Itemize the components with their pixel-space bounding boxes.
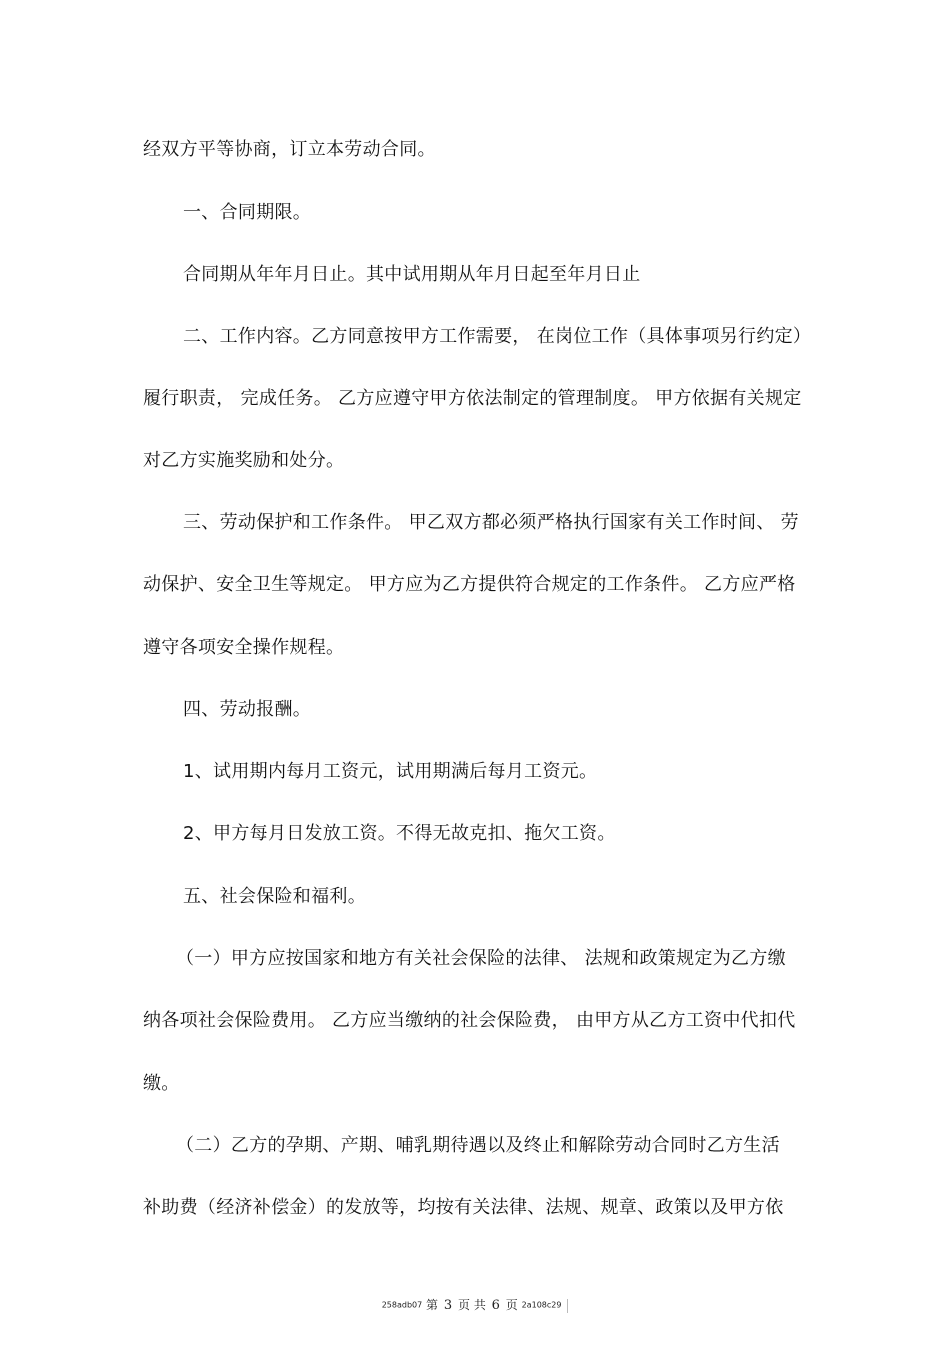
body-line: 1、试用期内每月工资元，试用期满后每月工资元。 — [183, 761, 598, 782]
body-line: 履行职责， 完成任务。 乙方应遵守甲方依法制定的管理制度。 甲方依据有关规定 — [143, 388, 802, 409]
section-heading: 一、合同期限。 — [183, 202, 312, 223]
body-line: 动保护、安全卫生等规定。 甲方应为乙方提供符合规定的工作条件。 乙方应严格 — [143, 574, 796, 595]
body-line: 遵守各项安全操作规程。 — [143, 637, 345, 658]
body-line: （二）乙方的孕期、产期、哺乳期待遇以及终止和解除劳动合同时乙方生活 — [176, 1135, 780, 1156]
footer-page-suffix: 页 — [505, 1298, 518, 1312]
body-line: （一）甲方应按国家和地方有关社会保险的法律、 法规和政策规定为乙方缴 — [176, 948, 786, 969]
body-line: 二、工作内容。乙方同意按甲方工作需要， 在岗位工作（具体事项另行约定） — [183, 326, 812, 347]
footer-divider — [567, 1299, 568, 1313]
body-line: 补助费（经济补偿金）的发放等，均按有关法律、法规、规章、政策以及甲方依 — [143, 1197, 784, 1218]
footer-page-current: 3 — [443, 1297, 453, 1313]
body-line: 对乙方实施奖励和处分。 — [143, 450, 345, 471]
page-footer — [0, 1297, 950, 1314]
body-line: 三、劳动保护和工作条件。 甲乙双方都必须严格执行国家有关工作时间、 劳 — [183, 512, 799, 533]
body-line: 经双方平等协商，订立本劳动合同。 — [143, 139, 436, 160]
section-heading: 五、社会保险和福利。 — [183, 886, 366, 907]
footer-page-mid: 页 共 — [458, 1298, 486, 1312]
footer-code-right: 2a108c29 — [521, 1300, 562, 1310]
body-line: 纳各项社会保险费用。 乙方应当缴纳的社会保险费， 由甲方从乙方工资中代扣代 — [143, 1010, 796, 1031]
body-line: 缴。 — [143, 1073, 180, 1094]
body-line: 2、甲方每月日发放工资。不得无故克扣、拖欠工资。 — [183, 823, 616, 844]
body-line: 合同期从年年月日止。其中试用期从年月日起至年月日止 — [183, 264, 641, 285]
section-heading: 四、劳动报酬。 — [183, 699, 312, 720]
footer-code-left: 258adb07 — [381, 1300, 423, 1310]
footer-page-total: 6 — [491, 1297, 500, 1313]
footer-page-prefix: 第 — [426, 1298, 439, 1312]
